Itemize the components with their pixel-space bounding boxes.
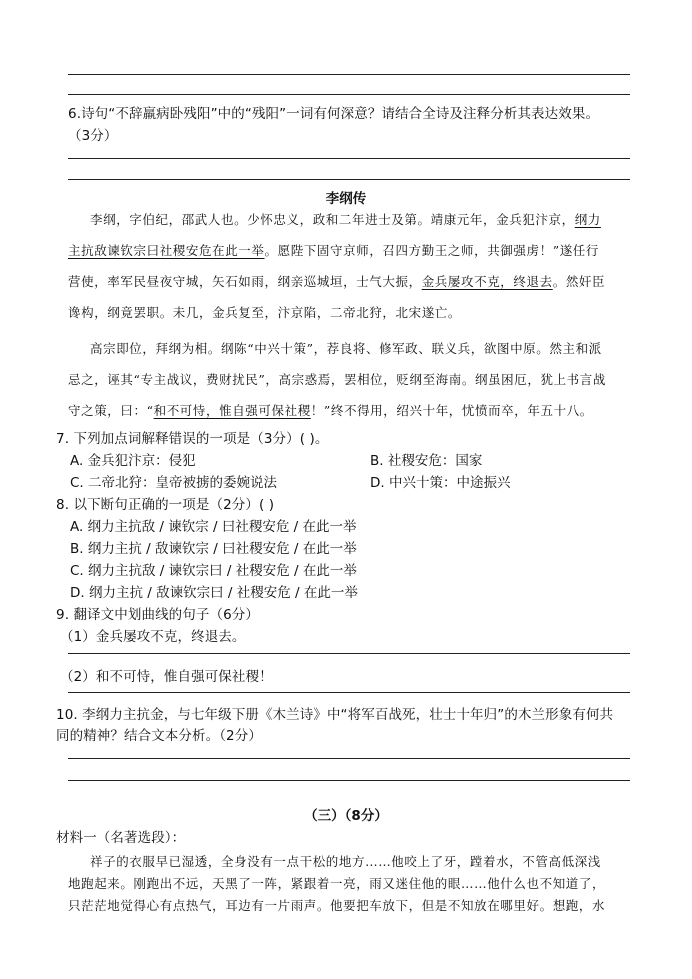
answer-line	[68, 758, 630, 759]
passage-line	[90, 210, 601, 228]
passage-text: 忌之，诬其“专主战议，费财扰民”，高宗惑焉，罢相位，贬纲至海南。纲虽困厄，犹上书言战	[68, 372, 606, 387]
passage-title: 李纲传	[325, 191, 367, 207]
passage-line	[68, 370, 606, 388]
q8-option-c: C. 纲力主抗敌 / 谏钦宗曰 / 社稷安危 / 在此一举	[70, 563, 357, 579]
question-7-stem: 7. 下列加点词解释错误的一项是（3分）( )。	[56, 431, 329, 447]
material-line: 只茫茫地觉得心有点热气，耳边有一片雨声。他要把车放下，但是不知放在哪里好。想跑，水	[68, 898, 606, 913]
q9-sentence-2: （2）和不可恃，惟自强可保社稷！	[60, 669, 273, 685]
passage-text: 守之策，曰：“	[68, 403, 154, 418]
q8-option-b: B. 纲力主抗 / 敌谏钦宗 / 曰社稷安危 / 在此一举	[70, 541, 357, 557]
q7-option-d: D. 中兴十策：中途振兴	[370, 475, 511, 491]
underlined-text: 和不可恃，惟自强可保社稷	[153, 403, 311, 418]
passage-text: 谗构，纲竟罢职。未几，金兵复至，汴京陷，二帝北狩，北宋遂亡。	[68, 305, 462, 320]
underlined-text: 主抗敌谏钦宗曰社稷安危在此一举	[68, 243, 265, 258]
passage-text: 。愿陛下固守京师，召四方勤王之师，共御强虏！”遂任行	[264, 243, 600, 258]
passage-text: 。然奸臣	[552, 274, 606, 289]
material-line: 祥子的衣服早已湿透，全身没有一点干松的地方……他咬上了牙，蹚着水，不管高低深浅	[90, 854, 601, 869]
question-6-line1: 6.诗句“不辞羸病卧残阳”中的“残阳”一词有何深意？请结合全诗及注释分析其表达效果。	[68, 106, 600, 122]
passage-text: 营使，率军民昼夜守城，矢石如雨，纲亲巡城垣，士气大振，	[68, 274, 422, 289]
question-9-stem: 9. 翻译文中划曲线的句子（6分）	[56, 607, 259, 623]
passage-text: ！”终不得用，绍兴十年，忧愤而卒，年五十八。	[310, 403, 593, 418]
underlined-text: 金兵屡攻不克，终退去	[421, 274, 553, 289]
answer-line	[68, 179, 630, 180]
passage-line	[68, 241, 599, 259]
q7-option-a: A. 金兵犯汴京：侵犯	[70, 453, 196, 469]
question-8-stem: 8. 以下断句正确的一项是（2分）( )	[56, 497, 275, 513]
answer-line	[68, 780, 630, 781]
answer-line	[68, 94, 630, 95]
answer-line	[68, 653, 630, 654]
q8-option-a: A. 纲力主抗敌 / 谏钦宗 / 曰社稷安危 / 在此一举	[70, 519, 357, 535]
passage-line	[68, 303, 461, 321]
answer-line	[68, 74, 630, 75]
answer-line	[68, 158, 630, 159]
answer-line	[68, 692, 630, 693]
section-3-title: （三）（8分）	[304, 808, 388, 824]
question-10-line1: 10. 李纲力主抗金，与七年级下册《木兰诗》中“将军百战死，壮士十年归”的木兰形象有何共	[56, 707, 614, 723]
passage-line	[68, 272, 605, 290]
q8-option-d: D. 纲力主抗 / 敌谏钦宗曰 / 社稷安危 / 在此一举	[70, 585, 358, 601]
q7-option-c: C. 二帝北狩：皇帝被掳的委婉说法	[70, 475, 278, 491]
q9-sentence-1: （1）金兵屡攻不克，终退去。	[60, 629, 246, 645]
q7-option-b: B. 社稷安危：国家	[370, 453, 483, 469]
passage-line	[68, 401, 593, 419]
passage-line	[90, 339, 602, 357]
material-line: 地跑起来。刚跑出不远，天黑了一阵，紧跟着一亮，雨又迷住他的眼……他什么也不知道了，	[68, 876, 606, 891]
passage-text: 高宗即位，拜纲为相。纲陈“中兴十策”，荐良将、修军政、联义兵，欲图中原。然主和派	[90, 341, 602, 356]
question-10-line2: 同的精神？结合文本分析。（2分）	[56, 728, 262, 744]
underlined-text: 纲力	[574, 212, 601, 227]
material-1-label: 材料一（名著选段）：	[56, 830, 186, 846]
passage-text: 李纲，字伯纪，邵武人也。少怀忠义，政和二年进士及第。靖康元年，金兵犯汴京，	[90, 212, 575, 227]
question-6-line2: （3分）	[68, 128, 118, 144]
